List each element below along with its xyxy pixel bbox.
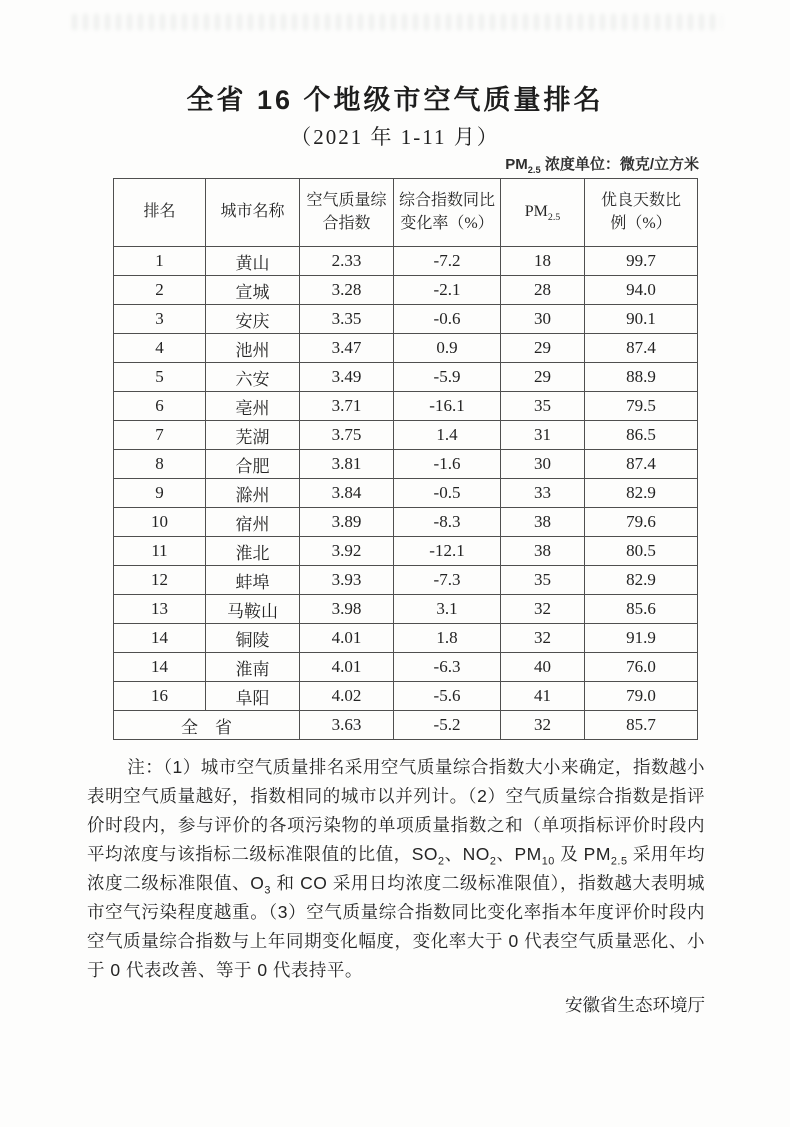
cell-good-days: 91.9: [585, 624, 698, 653]
pm25-note-subscript: 2.5: [610, 855, 628, 868]
cell-pm25: 38: [501, 537, 585, 566]
cell-pm25: 29: [501, 334, 585, 363]
cell-rank: 14: [114, 653, 206, 682]
cell-pm25: 30: [501, 450, 585, 479]
cell-good-days: 82.9: [585, 566, 698, 595]
col-header-rank: 排名: [114, 179, 206, 247]
note-text: 、PM: [496, 844, 542, 865]
cell-city: 马鞍山: [206, 595, 300, 624]
cell-rank: 10: [114, 508, 206, 537]
page-subtitle: （2021 年 1-11 月）: [290, 125, 500, 149]
cell-city: 六安: [206, 363, 300, 392]
page-title: 全省 16 个地级市空气质量排名: [186, 85, 604, 115]
cell-change: -16.1: [394, 392, 501, 421]
unit-note: [113, 154, 699, 176]
pm25-prefix: PM: [524, 203, 548, 221]
pm10-subscript: 10: [541, 855, 555, 868]
cell-city: 滁州: [206, 479, 300, 508]
air-quality-ranking-table: [113, 178, 698, 740]
cell-change: -6.3: [394, 653, 501, 682]
cell-index: 4.02: [300, 682, 394, 711]
cell-index: 3.71: [300, 392, 394, 421]
cell-pm25: 29: [501, 363, 585, 392]
cell-city: 芜湖: [206, 421, 300, 450]
cell-city: 安庆: [206, 305, 300, 334]
cell-city: 阜阳: [206, 682, 300, 711]
cell-city: 池州: [206, 334, 300, 363]
summary-pm25: 32: [501, 711, 585, 740]
cell-index: 3.92: [300, 537, 394, 566]
table-row: [114, 624, 698, 653]
col-header-city: 城市名称: [206, 179, 300, 247]
table-row: [114, 682, 698, 711]
o3-subscript: 3: [264, 884, 271, 897]
col-header-pm25: [501, 179, 585, 247]
header-row: [114, 179, 698, 247]
cell-good-days: 80.5: [585, 537, 698, 566]
col-header-composite-index: [300, 179, 394, 247]
note-text: 和 CO 采用日均浓度二级标准限值），指数越大表明城市空气污染程度越重。（3）空气质量综合指数同比变化率指本年度评价时段内空气质量综合指数与上年同期变化幅度，变化率大于 0 代表空气质量恶化、小于 0 代表改善、等于 0 代表持平。: [87, 873, 705, 981]
cell-good-days: 76.0: [585, 653, 698, 682]
cell-pm25: 32: [501, 624, 585, 653]
cell-index: 3.47: [300, 334, 394, 363]
cell-index: 3.81: [300, 450, 394, 479]
cell-city: 黄山: [206, 247, 300, 276]
cell-rank: 14: [114, 624, 206, 653]
cell-index: 3.28: [300, 276, 394, 305]
table-row: [114, 276, 698, 305]
cell-good-days: 99.7: [585, 247, 698, 276]
summary-label: 全 省: [114, 711, 300, 740]
cell-index: 3.49: [300, 363, 394, 392]
cell-index: 4.01: [300, 624, 394, 653]
cell-good-days: 82.9: [585, 479, 698, 508]
cell-change: 1.4: [394, 421, 501, 450]
cell-pm25: 41: [501, 682, 585, 711]
col-header-yoy-change: 综合指数同比变化率（%）: [394, 179, 501, 247]
cell-change: -0.5: [394, 479, 501, 508]
cell-index: 3.98: [300, 595, 394, 624]
cell-pm25: 33: [501, 479, 585, 508]
table-row: [114, 595, 698, 624]
note-text: 及 PM: [554, 844, 611, 865]
cell-index: 3.89: [300, 508, 394, 537]
cell-city: 蚌埠: [206, 566, 300, 595]
summary-good-days: 85.7: [585, 711, 698, 740]
cell-pm25: 35: [501, 392, 585, 421]
footnotes-paragraph: [87, 753, 705, 985]
cell-city: 淮南: [206, 653, 300, 682]
cell-rank: 1: [114, 247, 206, 276]
cell-good-days: 79.5: [585, 392, 698, 421]
table-row: [114, 653, 698, 682]
table-row: [114, 363, 698, 392]
table-row: [114, 421, 698, 450]
table-row: [114, 334, 698, 363]
cell-rank: 7: [114, 421, 206, 450]
table-row: [114, 450, 698, 479]
table-row: [114, 508, 698, 537]
cell-change: 0.9: [394, 334, 501, 363]
cell-index: 3.84: [300, 479, 394, 508]
cell-city: 宿州: [206, 508, 300, 537]
cell-change: 1.8: [394, 624, 501, 653]
cell-change: -2.1: [394, 276, 501, 305]
cell-index: 2.33: [300, 247, 394, 276]
col-header-composite-index-label: 空气质量综合指数: [306, 192, 387, 232]
cell-pm25: 18: [501, 247, 585, 276]
so2-subscript: 2: [438, 855, 445, 868]
cell-city: 铜陵: [206, 624, 300, 653]
cell-city: 淮北: [206, 537, 300, 566]
cell-change: 3.1: [394, 595, 501, 624]
cell-pm25: 32: [501, 595, 585, 624]
table-row: [114, 479, 698, 508]
cell-good-days: 79.0: [585, 682, 698, 711]
no2-subscript: 2: [489, 855, 497, 868]
cell-rank: 16: [114, 682, 206, 711]
cell-pm25: 40: [501, 653, 585, 682]
cell-rank: 4: [114, 334, 206, 363]
cell-good-days: 94.0: [585, 276, 698, 305]
table-row: [114, 305, 698, 334]
table-row: [114, 247, 698, 276]
cell-good-days: 90.1: [585, 305, 698, 334]
cell-rank: 11: [114, 537, 206, 566]
cell-index: 4.01: [300, 653, 394, 682]
cell-change: -12.1: [394, 537, 501, 566]
cell-pm25: 30: [501, 305, 585, 334]
cell-good-days: 87.4: [585, 334, 698, 363]
cell-pm25: 28: [501, 276, 585, 305]
cell-good-days: 79.6: [585, 508, 698, 537]
cell-good-days: 88.9: [585, 363, 698, 392]
note-text: 、NO: [444, 844, 490, 865]
cell-good-days: 86.5: [585, 421, 698, 450]
cell-rank: 3: [114, 305, 206, 334]
cell-rank: 8: [114, 450, 206, 479]
cell-pm25: 38: [501, 508, 585, 537]
cell-change: -0.6: [394, 305, 501, 334]
cell-change: -8.3: [394, 508, 501, 537]
cell-change: -1.6: [394, 450, 501, 479]
cell-rank: 13: [114, 595, 206, 624]
col-header-good-days-label: 优良天数比例（%）: [600, 192, 681, 232]
summary-change: -5.2: [394, 711, 501, 740]
summary-index: 3.63: [300, 711, 394, 740]
cell-pm25: 35: [501, 566, 585, 595]
cell-change: -5.9: [394, 363, 501, 392]
pm25-subscript: 2.5: [547, 212, 561, 224]
cell-rank: 9: [114, 479, 206, 508]
unit-note-text: 浓度单位：微克/立方米: [540, 156, 699, 173]
table-row: [114, 537, 698, 566]
note-text: 采用年均浓度二级标准限值、O: [87, 844, 706, 894]
unit-pm-prefix: PM: [505, 156, 528, 173]
table-row: [114, 566, 698, 595]
cell-change: -5.6: [394, 682, 501, 711]
unit-pm-subscript: 2.5: [527, 165, 541, 175]
cell-index: 3.75: [300, 421, 394, 450]
cell-rank: 5: [114, 363, 206, 392]
cell-good-days: 87.4: [585, 450, 698, 479]
cell-index: 3.93: [300, 566, 394, 595]
cell-rank: 12: [114, 566, 206, 595]
cell-pm25: 31: [501, 421, 585, 450]
cell-city: 亳州: [206, 392, 300, 421]
cell-change: -7.3: [394, 566, 501, 595]
issuing-agency-signature: 安徽省生态环境厅: [565, 995, 705, 1016]
col-header-good-days: [585, 179, 698, 247]
cell-city: 合肥: [206, 450, 300, 479]
note-text: 注：（1）城市空气质量排名采用空气质量综合指数大小来确定，指数越小表明空气质量越好，指数相同的城市以并列计。（2）空气质量综合指数是指评价时段内，参与评价的各项污染物的单项质量指数之和（单项指标评价时段内平均浓度与该指标二级标准限值的比值，SO: [87, 757, 705, 865]
cell-good-days: 85.6: [585, 595, 698, 624]
cell-change: -7.2: [394, 247, 501, 276]
cell-rank: 2: [114, 276, 206, 305]
cell-rank: 6: [114, 392, 206, 421]
cell-index: 3.35: [300, 305, 394, 334]
summary-row: [114, 711, 698, 740]
table-row: [114, 392, 698, 421]
cell-city: 宣城: [206, 276, 300, 305]
scan-bleed-artifact: [72, 14, 722, 30]
